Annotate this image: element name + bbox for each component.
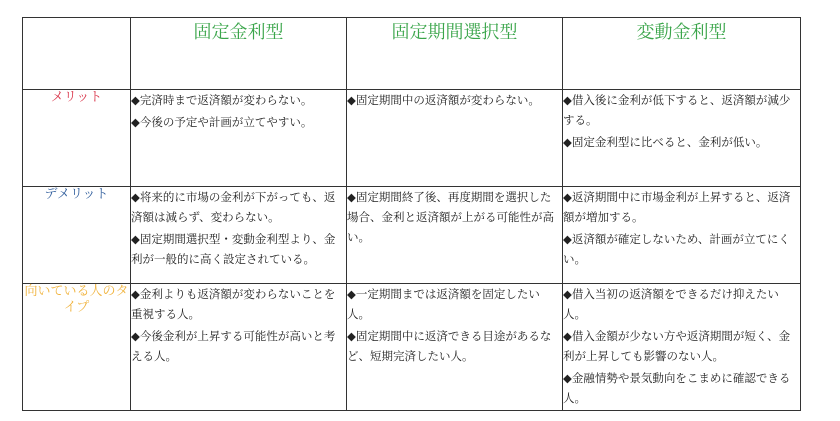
cell-merit-period xyxy=(347,90,563,187)
cell-item: ◆今後の予定や計画が立てやすい。 xyxy=(131,115,313,129)
cell-item: ◆固定期間選択型・変動金利型より、金利が一般的に高く設定されている。 xyxy=(131,232,336,266)
cell-demerit-fixed xyxy=(131,187,347,284)
header-empty-cell xyxy=(23,18,131,90)
cell-item: ◆固定期間中の返済額が変わらない。 xyxy=(347,93,540,107)
row-label-merit: メリット xyxy=(23,90,131,187)
cell-item: ◆借入当初の返済額をできるだけ抑えたい人。 xyxy=(563,287,779,321)
cell-demerit-variable xyxy=(563,187,801,284)
cell-type-variable xyxy=(563,284,801,411)
cell-item: ◆固定金利型に比べると、金利が低い。 xyxy=(563,135,768,149)
header-row xyxy=(23,18,801,90)
cell-item: ◆完済時まで返済額が変わらない。 xyxy=(131,93,313,107)
cell-item: ◆固定期間中に返済できる目途があるなど、短期完済したい人。 xyxy=(347,329,552,363)
cell-item: ◆金融情勢や景気動向をこまめに確認できる人。 xyxy=(563,371,791,405)
cell-item: ◆将来的に市場の金利が下がっても、返済額は減らず、変わらない。 xyxy=(131,190,336,224)
cell-item: ◆借入金額が少ない方や返済期間が短く、金利が上昇しても影響のない人。 xyxy=(563,329,791,363)
table-row-suited-type xyxy=(23,284,801,411)
cell-type-period xyxy=(347,284,563,411)
header-fixed-period-selection: 固定期間選択型 xyxy=(347,18,563,90)
cell-merit-fixed xyxy=(131,90,347,187)
cell-item: ◆返済額が確定しないため、計画が立てにくい。 xyxy=(563,232,790,266)
cell-type-fixed xyxy=(131,284,347,411)
cell-item: ◆今後金利が上昇する可能性が高いと考える人。 xyxy=(131,329,336,363)
table-row-merit xyxy=(23,90,801,187)
row-label-demerit: デメリット xyxy=(23,187,131,284)
row-label-suited-type: 向いている人のタイプ xyxy=(23,284,131,411)
comparison-table xyxy=(22,17,801,411)
table-row-demerit xyxy=(23,187,801,284)
cell-item: ◆金利よりも返済額が変わらないことを重視する人。 xyxy=(131,287,336,321)
cell-item: ◆一定期間までは返済額を固定したい人。 xyxy=(347,287,540,321)
cell-merit-variable xyxy=(563,90,801,187)
cell-item: ◆借入後に金利が低下すると、返済額が減少する。 xyxy=(563,93,791,127)
cell-item: ◆返済期間中に市場金利が上昇すると、返済額が増加する。 xyxy=(563,190,791,224)
header-fixed-rate: 固定金利型 xyxy=(131,18,347,90)
cell-item: ◆固定期間終了後、再度期間を選択した場合、金利と返済額が上がる可能性が高い。 xyxy=(347,190,554,244)
cell-demerit-period xyxy=(347,187,563,284)
header-variable-rate: 変動金利型 xyxy=(563,18,801,90)
